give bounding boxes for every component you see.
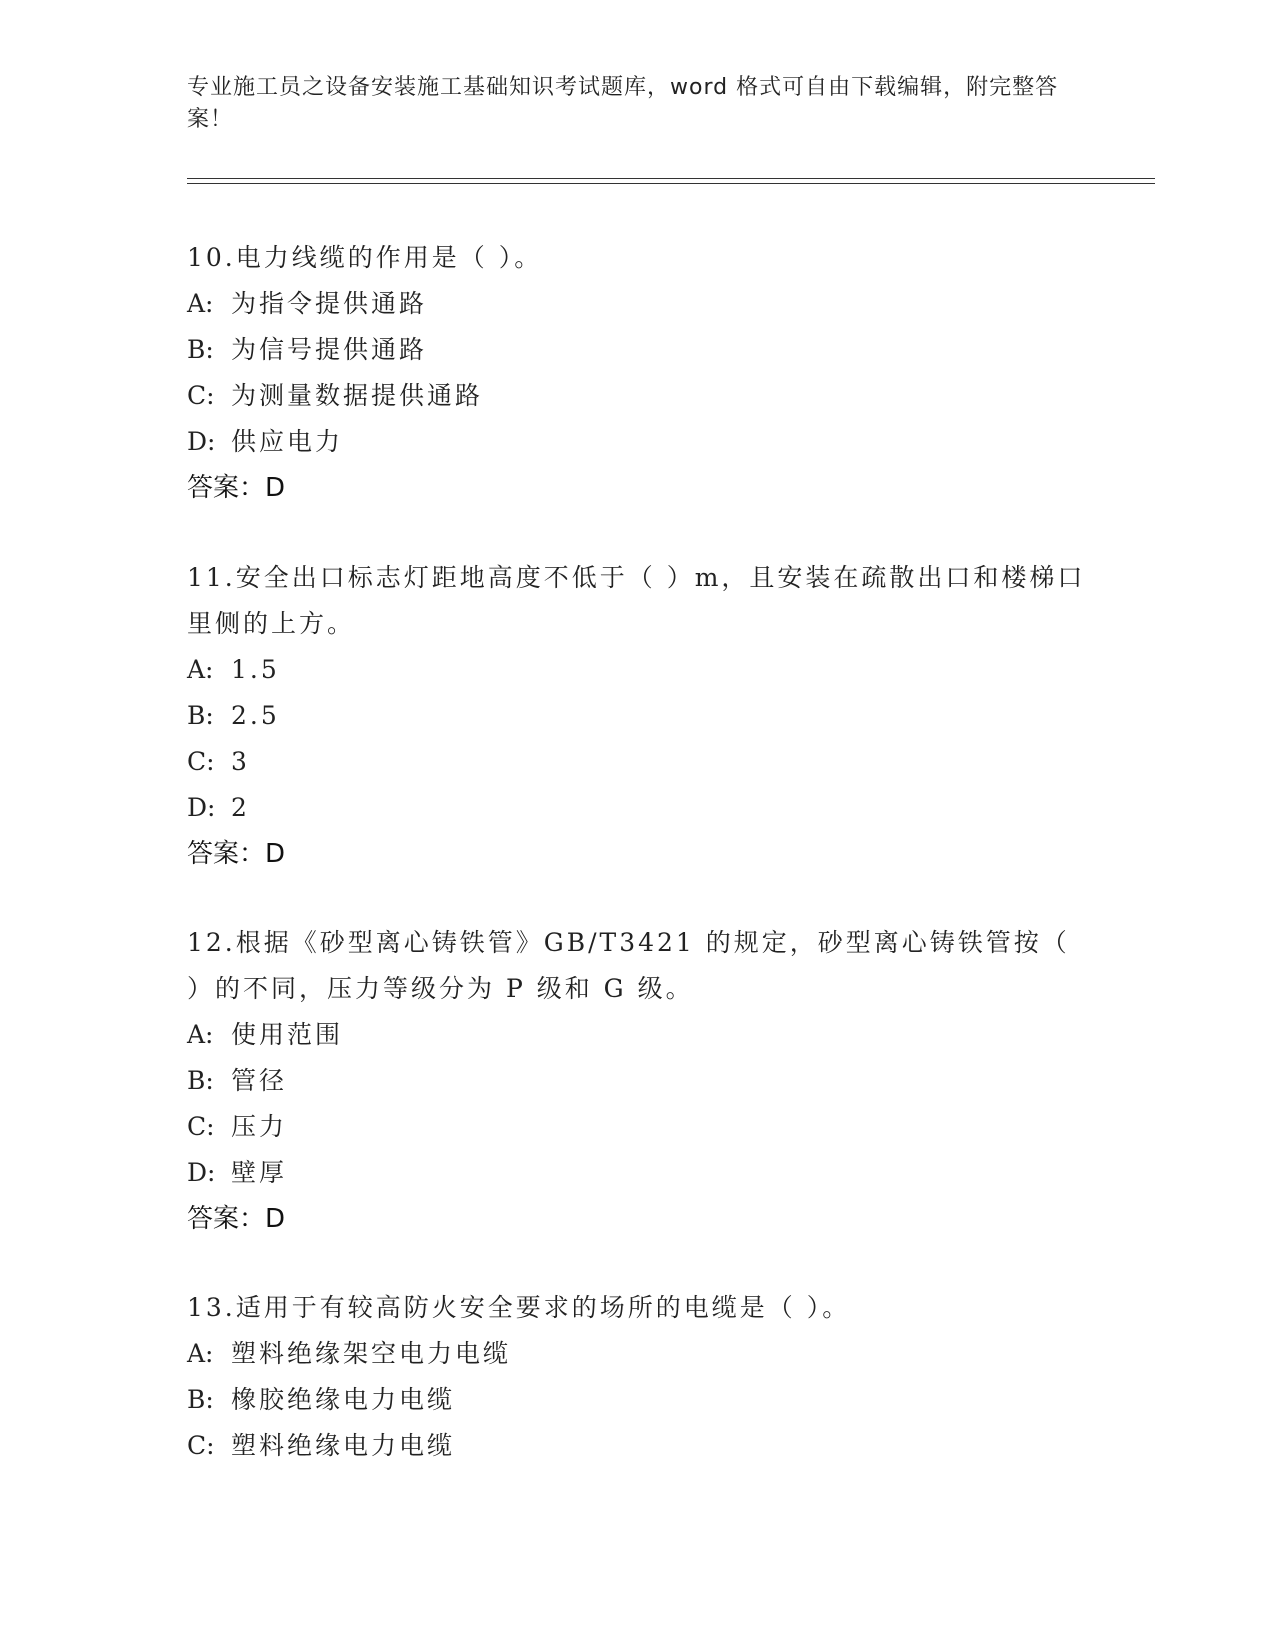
- option-b: [187, 327, 1087, 373]
- answer: 答案：D: [187, 1204, 286, 1234]
- answer: 答案：D: [187, 839, 286, 869]
- option-key: C:: [187, 1112, 215, 1141]
- option-a: [187, 647, 1087, 693]
- option-b: [187, 693, 1087, 739]
- option-text: 塑料绝缘电力电缆: [231, 1431, 456, 1460]
- option-text: 3: [231, 747, 250, 776]
- option-a: [187, 1331, 1087, 1377]
- option-key: D:: [187, 427, 216, 456]
- option-text: 压力: [231, 1112, 288, 1141]
- question-12: [187, 920, 1087, 1242]
- option-text: 管径: [231, 1066, 288, 1095]
- question-stem: 10.电力线缆的作用是（ ）。: [187, 243, 543, 272]
- option-key: B:: [187, 335, 214, 364]
- option-c: [187, 1104, 1087, 1150]
- option-text: 为信号提供通路: [231, 335, 428, 364]
- option-text: 为测量数据提供通路: [231, 381, 484, 410]
- option-key: A:: [187, 1339, 214, 1368]
- question-stem: 12.根据《砂型离心铸铁管》GB/T3421 的规定，砂型离心铸铁管按（ ）的不同，压力等级分为 P 级和 G 级。: [187, 928, 1070, 1003]
- option-key: D:: [187, 1158, 216, 1187]
- question-stem: 11.安全出口标志灯距地高度不低于（ ）m，且安装在疏散出口和楼梯口里侧的上方。: [187, 563, 1086, 638]
- option-b: [187, 1058, 1087, 1104]
- option-key: C:: [187, 1431, 215, 1460]
- option-d: [187, 785, 1087, 831]
- option-d: [187, 419, 1087, 465]
- option-text: 2.5: [231, 701, 280, 730]
- option-text: 塑料绝缘架空电力电缆: [231, 1339, 512, 1368]
- question-10: [187, 235, 1087, 511]
- document-header: 专业施工员之设备安装施工基础知识考试题库，word 格式可自由下载编辑，附完整答案！: [187, 75, 1059, 132]
- option-key: B:: [187, 1385, 214, 1414]
- option-text: 供应电力: [231, 427, 344, 456]
- answer: 答案：D: [187, 473, 286, 503]
- option-d: [187, 1150, 1087, 1196]
- header-divider-top: [187, 178, 1155, 179]
- option-b: [187, 1377, 1087, 1423]
- question-13: [187, 1285, 1087, 1469]
- option-key: D:: [187, 793, 216, 822]
- option-a: [187, 1012, 1087, 1058]
- option-key: C:: [187, 747, 215, 776]
- option-text: 为指令提供通路: [231, 289, 428, 318]
- option-c: [187, 1423, 1087, 1469]
- option-key: A:: [187, 655, 214, 684]
- option-key: A:: [187, 289, 214, 318]
- option-text: 橡胶绝缘电力电缆: [231, 1385, 456, 1414]
- option-key: B:: [187, 1066, 214, 1095]
- option-text: 2: [231, 793, 250, 822]
- question-11: [187, 555, 1087, 877]
- option-key: C:: [187, 381, 215, 410]
- option-key: B:: [187, 701, 214, 730]
- option-text: 壁厚: [231, 1158, 288, 1187]
- option-text: 1.5: [231, 655, 280, 684]
- header-divider-bottom: [187, 183, 1155, 184]
- option-c: [187, 739, 1087, 785]
- option-a: [187, 281, 1087, 327]
- question-stem: 13.适用于有较高防火安全要求的场所的电缆是（ ）。: [187, 1293, 851, 1322]
- option-text: 使用范围: [231, 1020, 344, 1049]
- option-key: A:: [187, 1020, 214, 1049]
- option-c: [187, 373, 1087, 419]
